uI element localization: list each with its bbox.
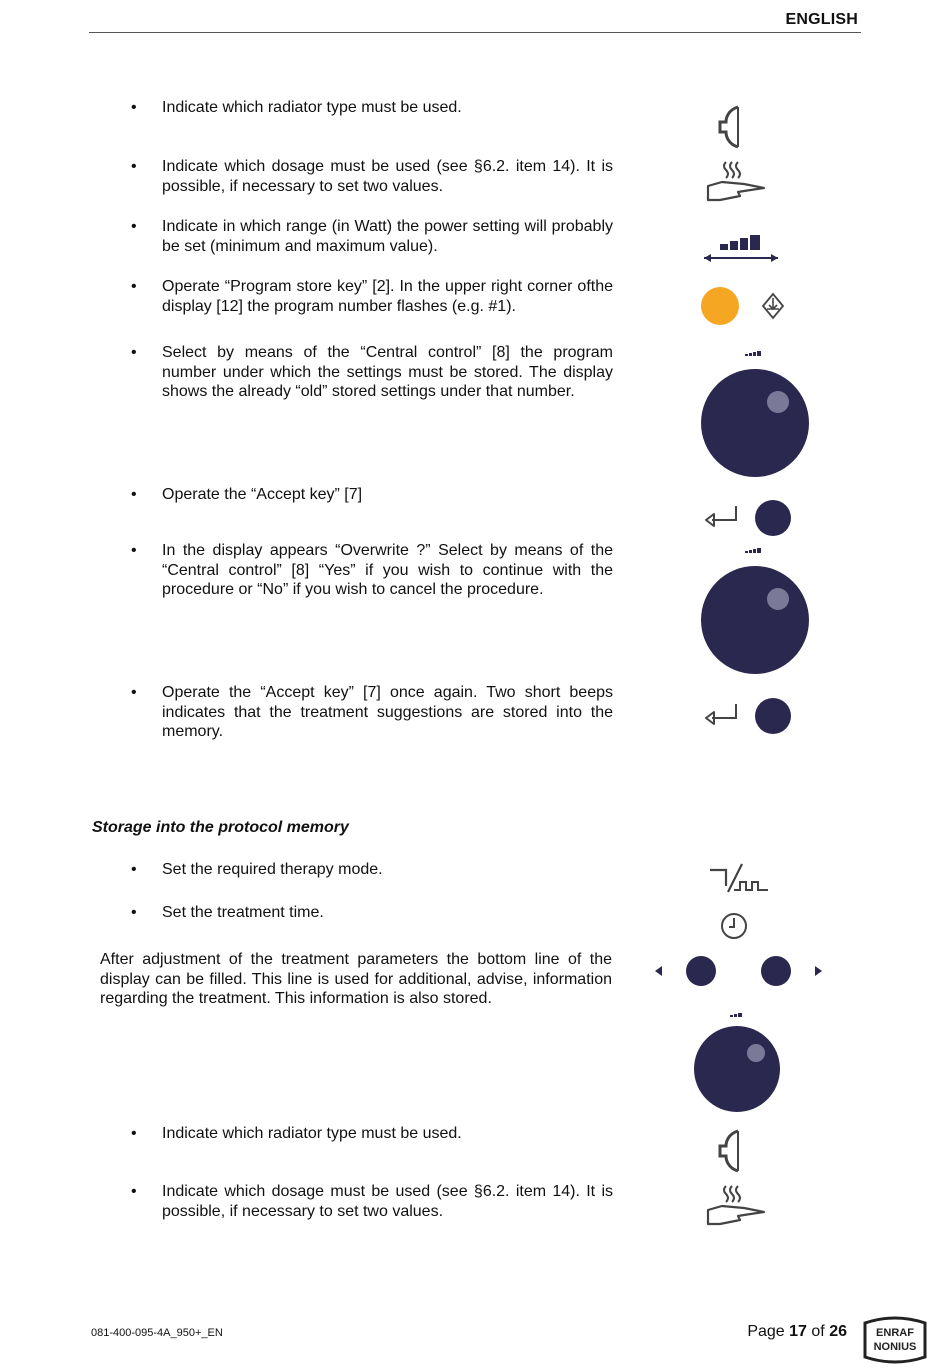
bullet-text: Select by means of the “Central control” [8] the program number under which the settings must be stored. The display shows the already “old” stored settings under that number. bbox=[162, 344, 613, 400]
list-item bbox=[131, 217, 613, 256]
bullet-dot: • bbox=[131, 218, 137, 235]
dosage-hand-icon bbox=[704, 1184, 770, 1230]
accept-key-icon bbox=[702, 695, 796, 737]
section-title: Storage into the protocol memory bbox=[92, 819, 349, 836]
bullet-text: Operate the “Accept key” [7] bbox=[162, 486, 363, 503]
bullet-text: Operate “Program store key” [2]. In the upper right corner ofthe display [12] the program number flashes (e.g. #1). bbox=[162, 278, 613, 315]
logo-line2: NONIUS bbox=[873, 1341, 917, 1353]
radiator-icon bbox=[712, 104, 752, 150]
bullet-text: Indicate which radiator type must be used. bbox=[162, 1125, 462, 1142]
bullet-dot: • bbox=[131, 1125, 137, 1142]
therapy-mode-icon bbox=[706, 862, 772, 896]
central-control-knob-icon bbox=[690, 1008, 784, 1116]
program-store-key-icon bbox=[700, 286, 790, 328]
bullet-dot: • bbox=[131, 99, 137, 116]
bullet-dot: • bbox=[131, 1183, 137, 1200]
list-item bbox=[131, 343, 613, 402]
bullet-text: Set the treatment time. bbox=[162, 904, 324, 921]
bullet-text: Operate the “Accept key” [7] once again. Two short beeps indicates that the treatment suggestions are stored into the memory. bbox=[162, 684, 613, 740]
bullet-text: In the display appears “Overwrite ?” Select by means of the “Central control” [8] “Yes” if you wish to continue with the procedure or “No” if you wish to cancel the procedure. bbox=[162, 542, 613, 598]
header-rule bbox=[89, 32, 861, 33]
accept-key-icon bbox=[702, 497, 796, 539]
bullet-text: Indicate which dosage must be used (see §6.2. item 14). It is possible, if necessary to set two values. bbox=[162, 1183, 613, 1220]
power-range-icon bbox=[702, 230, 782, 266]
clock-icon bbox=[718, 910, 750, 942]
page-word: Page bbox=[747, 1323, 785, 1340]
bullet-text: Set the required therapy mode. bbox=[162, 861, 383, 878]
central-control-knob-icon bbox=[698, 347, 812, 479]
list-item bbox=[131, 683, 613, 742]
bullet-dot: • bbox=[131, 904, 137, 921]
bullet-dot: • bbox=[131, 344, 137, 361]
list-item bbox=[131, 98, 613, 118]
enraf-nonius-logo bbox=[862, 1313, 928, 1365]
footer-doc-code: 081-400-095-4A_950+_EN bbox=[91, 1327, 223, 1339]
radiator-icon bbox=[712, 1128, 752, 1174]
dosage-hand-icon bbox=[704, 160, 770, 206]
header-language: ENGLISH bbox=[785, 11, 858, 28]
list-item bbox=[131, 277, 613, 316]
list-item bbox=[131, 903, 613, 923]
arrow-keys-icon bbox=[650, 952, 830, 992]
footer-page-number bbox=[747, 1323, 847, 1341]
logo-line1: ENRAF bbox=[876, 1327, 914, 1339]
list-item bbox=[131, 485, 613, 505]
page-of: of bbox=[811, 1323, 825, 1340]
bullet-text: Indicate which radiator type must be used. bbox=[162, 99, 462, 116]
list-item bbox=[131, 157, 613, 196]
list-item bbox=[131, 1182, 613, 1221]
bullet-dot: • bbox=[131, 542, 137, 559]
list-item bbox=[131, 860, 613, 880]
bullet-dot: • bbox=[131, 684, 137, 701]
list-item bbox=[131, 1124, 613, 1144]
page-current: 17 bbox=[789, 1323, 807, 1340]
bullet-text: Indicate in which range (in Watt) the power setting will probably be set (minimum and maximum value). bbox=[162, 218, 613, 255]
list-item bbox=[131, 541, 613, 600]
bullet-dot: • bbox=[131, 278, 137, 295]
bullet-text: Indicate which dosage must be used (see §6.2. item 14). It is possible, if necessary to set two values. bbox=[162, 158, 613, 195]
central-control-knob-icon bbox=[698, 544, 812, 676]
section-paragraph: After adjustment of the treatment parameters the bottom line of the display can be filled. This line is used for additional, advise, information regarding the treatment. This information is also stored. bbox=[100, 951, 612, 1007]
bullet-dot: • bbox=[131, 861, 137, 878]
bullet-dot: • bbox=[131, 486, 137, 503]
bullet-dot: • bbox=[131, 158, 137, 175]
page-total: 26 bbox=[829, 1323, 847, 1340]
